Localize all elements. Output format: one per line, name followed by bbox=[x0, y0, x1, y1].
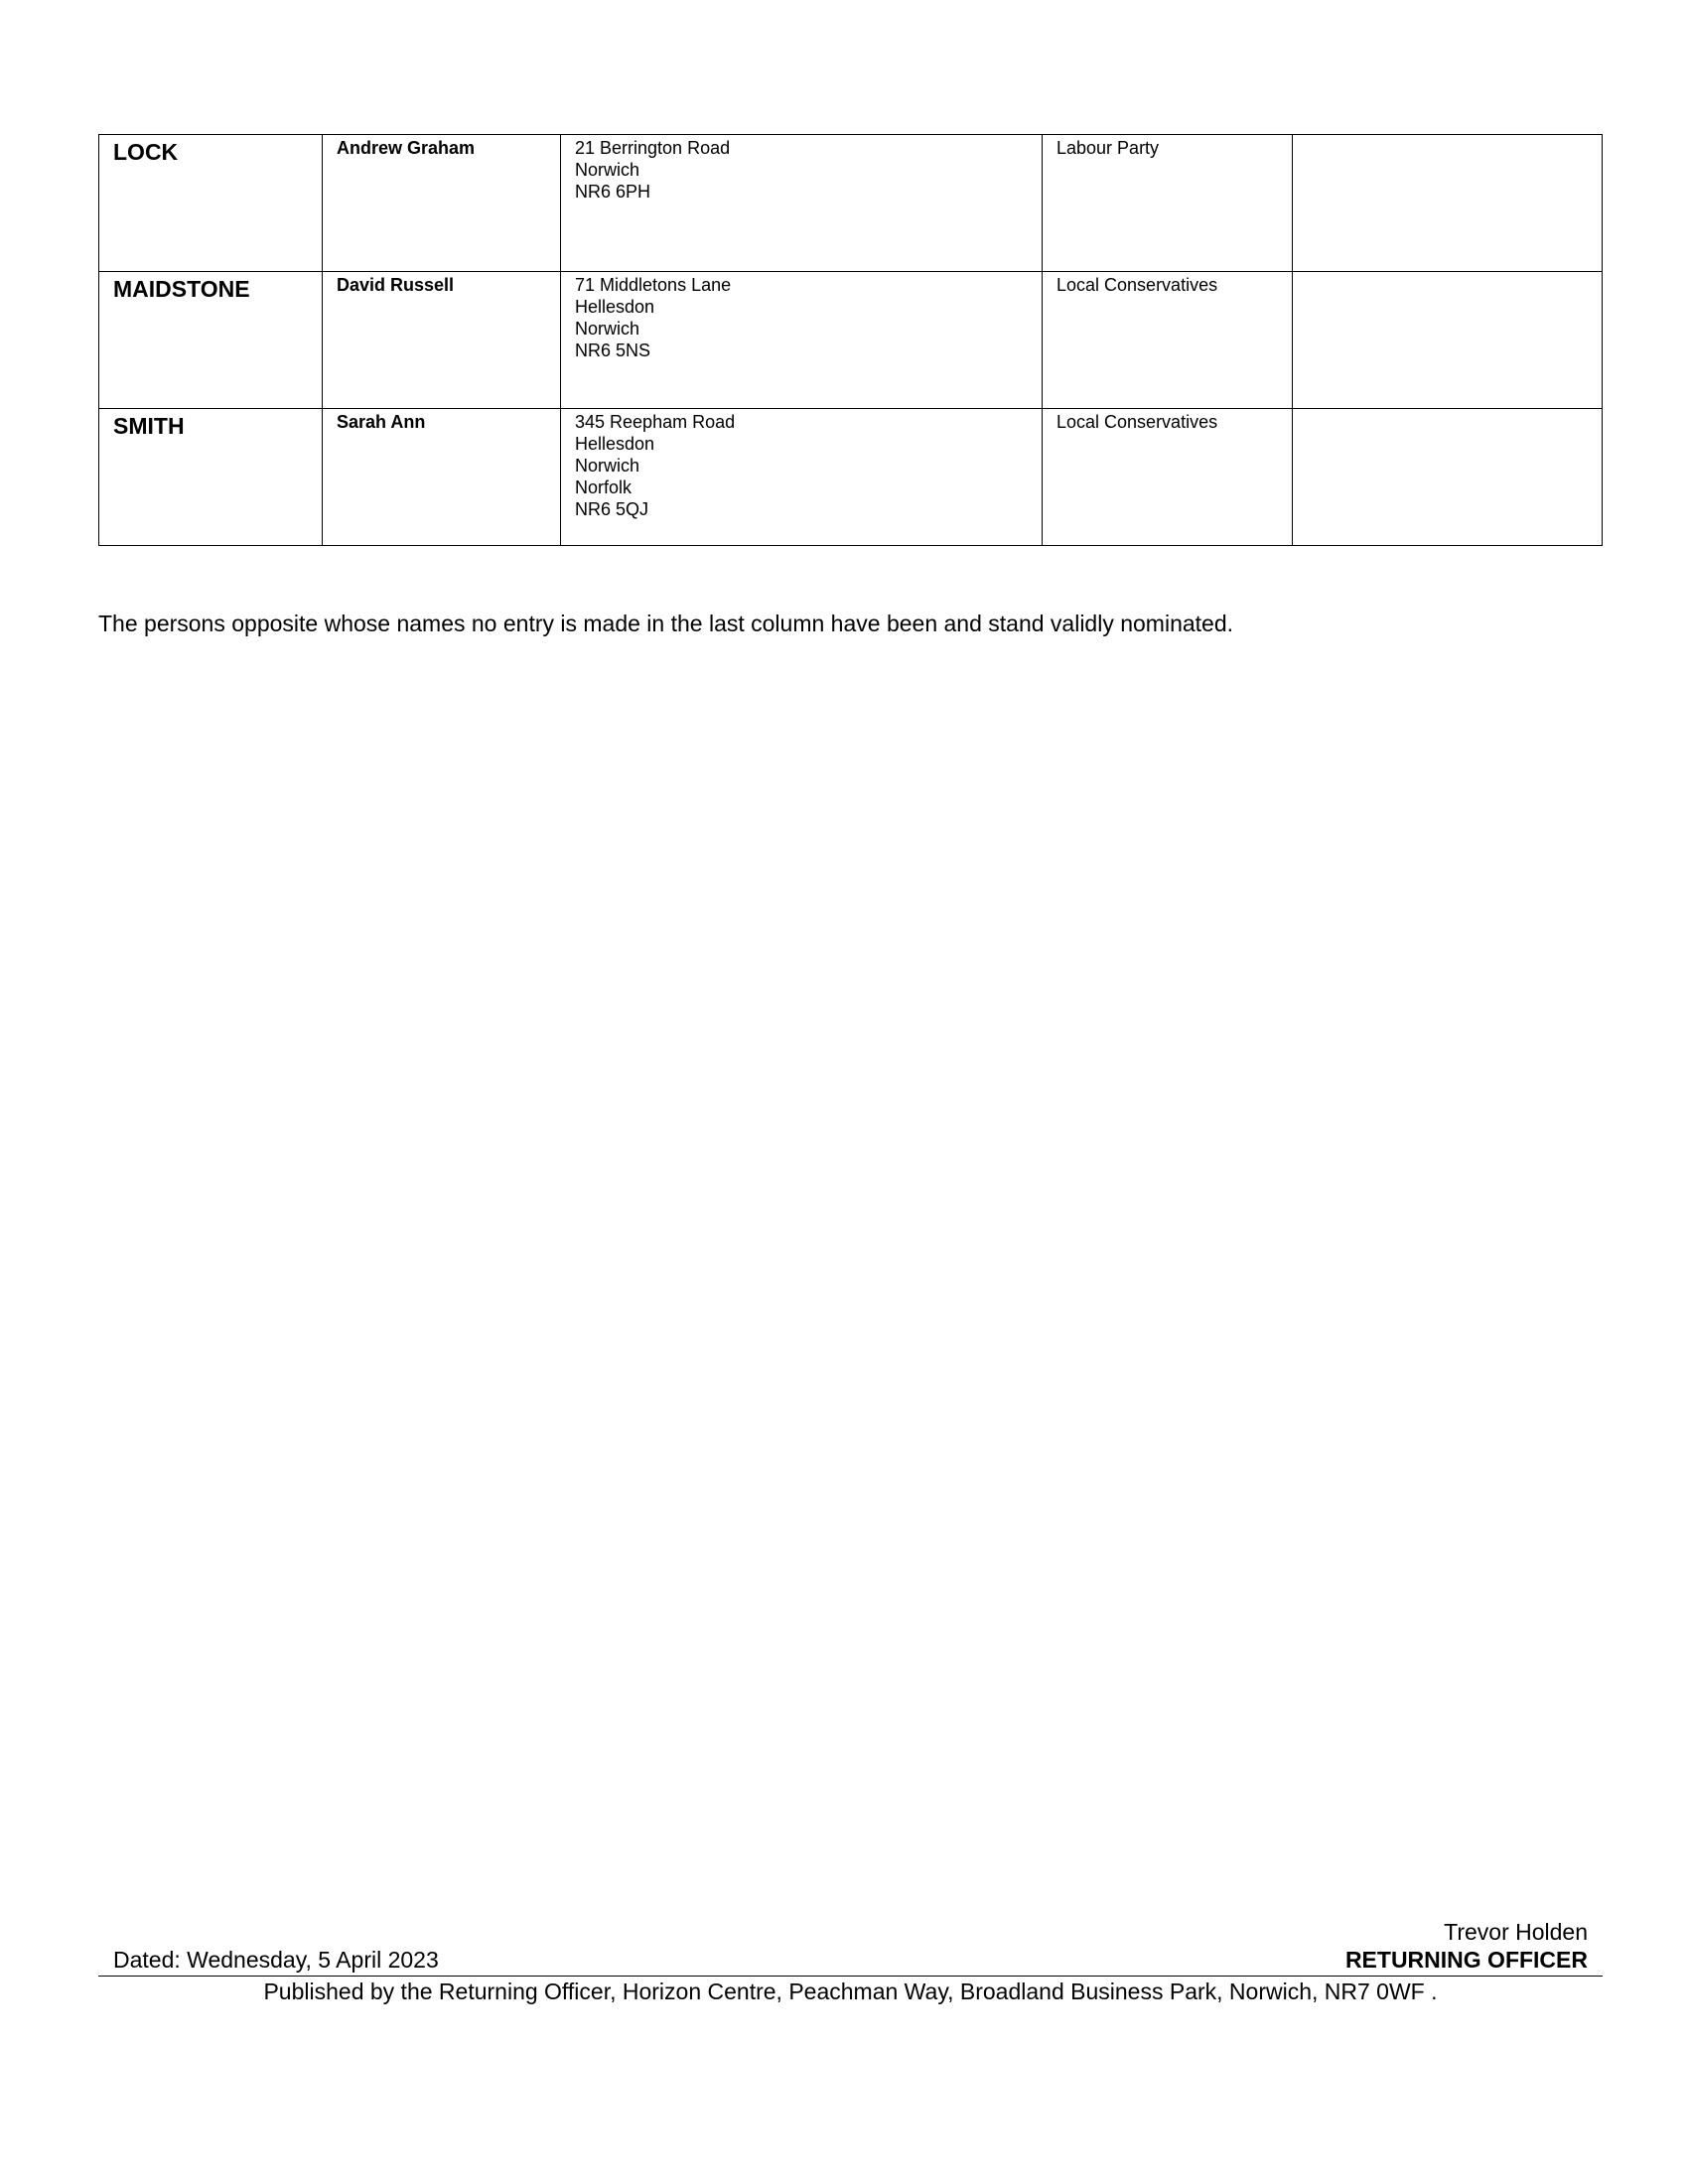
candidate-surname: SMITH bbox=[113, 413, 185, 439]
address-line: Norfolk bbox=[575, 478, 633, 497]
surname-cell bbox=[99, 409, 323, 546]
candidate-row bbox=[99, 272, 1603, 409]
officer-title: RETURNING OFFICER bbox=[1344, 1947, 1588, 1973]
address-line: Norwich bbox=[575, 456, 640, 476]
candidate-other-names: Sarah Ann bbox=[337, 412, 426, 432]
officer-name: Trevor Holden bbox=[1444, 1919, 1588, 1945]
address-line: Hellesdon bbox=[575, 434, 655, 454]
other-names-cell bbox=[323, 409, 561, 546]
candidate-row bbox=[99, 135, 1603, 272]
address-line: 21 Berrington Road bbox=[575, 138, 731, 158]
candidate-address bbox=[561, 135, 1042, 203]
surname-cell bbox=[99, 135, 323, 272]
candidate-description: Local Conservatives bbox=[1056, 275, 1218, 295]
candidate-address bbox=[561, 409, 1042, 520]
other-names-cell bbox=[323, 272, 561, 409]
candidates-table bbox=[98, 134, 1603, 546]
objection-cell bbox=[1293, 135, 1603, 272]
address-line: Hellesdon bbox=[575, 297, 655, 317]
description-cell bbox=[1043, 409, 1293, 546]
address-line: NR6 6PH bbox=[575, 182, 651, 202]
candidate-address bbox=[561, 272, 1042, 361]
candidate-other-names: David Russell bbox=[337, 275, 455, 295]
address-line: NR6 5QJ bbox=[575, 499, 649, 519]
other-names-cell bbox=[323, 135, 561, 272]
candidate-surname: LOCK bbox=[113, 139, 179, 165]
candidate-surname: MAIDSTONE bbox=[113, 276, 250, 302]
nomination-statement: The persons opposite whose names no entry is made in the last column have been and stand validly nominated. bbox=[98, 611, 1234, 636]
address-line: 345 Reepham Road bbox=[575, 412, 736, 432]
description-cell bbox=[1043, 135, 1293, 272]
candidate-row bbox=[99, 409, 1603, 546]
address-line: Norwich bbox=[575, 319, 640, 339]
address-cell bbox=[561, 272, 1043, 409]
dated-line: Dated: Wednesday, 5 April 2023 bbox=[113, 1947, 439, 1973]
published-by-line: Published by the Returning Officer, Horizon Centre, Peachman Way, Broadland Business Park, Norwich, NR7 0WF . bbox=[263, 1979, 1438, 2004]
footer-divider bbox=[98, 1976, 1603, 1977]
objection-cell bbox=[1293, 409, 1603, 546]
objection-cell bbox=[1293, 272, 1603, 409]
address-line: Norwich bbox=[575, 160, 640, 180]
candidate-description: Local Conservatives bbox=[1056, 412, 1218, 432]
candidate-other-names: Andrew Graham bbox=[337, 138, 476, 158]
surname-cell bbox=[99, 272, 323, 409]
address-cell bbox=[561, 135, 1043, 272]
address-line: NR6 5NS bbox=[575, 341, 651, 360]
address-line: 71 Middletons Lane bbox=[575, 275, 732, 295]
address-cell bbox=[561, 409, 1043, 546]
description-cell bbox=[1043, 272, 1293, 409]
candidate-description: Labour Party bbox=[1056, 138, 1160, 158]
